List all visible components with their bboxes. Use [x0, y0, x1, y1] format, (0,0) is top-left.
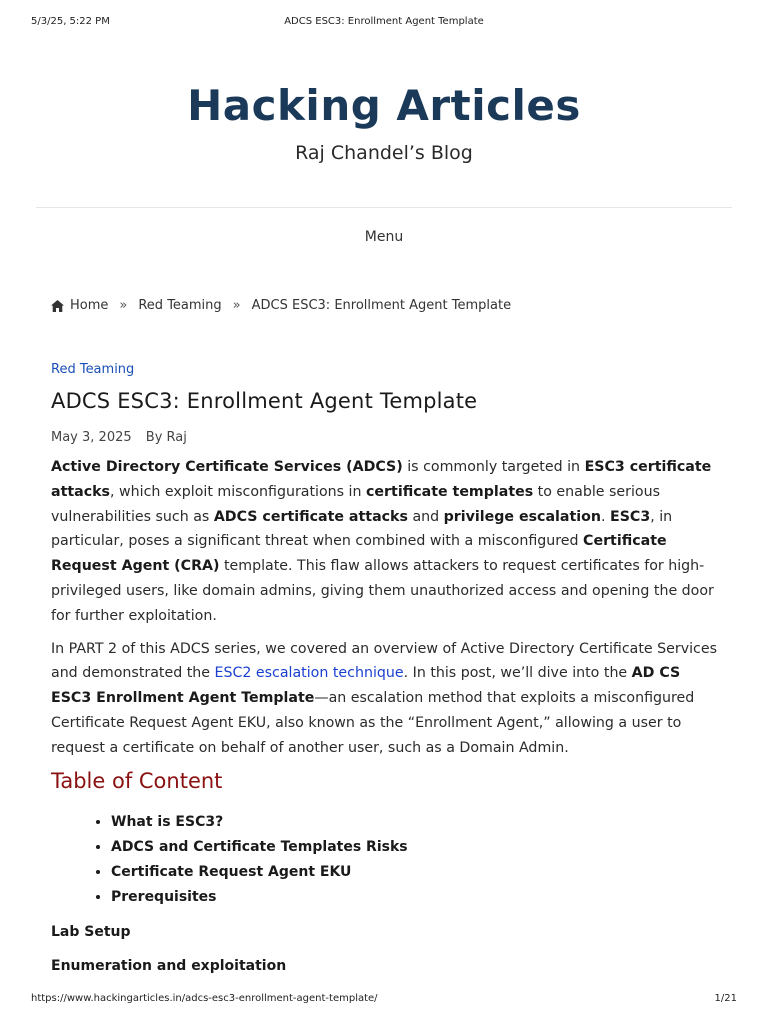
- text: In PART 2 of this ADCS series, we covered an overview of Active Directory Certificate Services and demonstrated the: [51, 640, 717, 682]
- text: , in particular, poses a significant threat when combined with a misconfigured: [51, 508, 673, 550]
- post-author[interactable]: By Raj: [145, 430, 187, 445]
- term-esc3-template: AD CS ESC3 Enrollment Agent Template: [51, 665, 681, 707]
- site-header: [0, 78, 768, 164]
- print-header: [0, 16, 768, 30]
- breadcrumb-separator: »: [119, 298, 128, 313]
- text: .: [600, 508, 610, 525]
- breadcrumb-category[interactable]: Red Teaming: [138, 298, 222, 313]
- breadcrumb-current: ADCS ESC3: Enrollment Agent Template: [251, 298, 512, 313]
- text: . In this post, we’ll dive into the: [403, 665, 632, 682]
- toc-section-enumeration[interactable]: Enumeration and exploitation: [51, 957, 287, 974]
- breadcrumb-home[interactable]: Home: [70, 298, 109, 313]
- post-date: May 3, 2025: [51, 430, 132, 445]
- term-privilege-escalation: privilege escalation: [443, 508, 601, 525]
- toc-title: Table of Content: [51, 768, 223, 793]
- toc-item[interactable]: • What is ESC3?: [111, 810, 719, 835]
- term-cra: Certificate Request Agent (CRA): [51, 533, 667, 575]
- post-meta: [51, 430, 719, 445]
- term-esc3: ESC3: [610, 508, 651, 525]
- print-title: ADCS ESC3: Enrollment Agent Template: [284, 16, 484, 27]
- text: , which exploit misconfigurations in: [110, 483, 367, 500]
- article: [51, 362, 719, 974]
- intro-paragraph: [51, 455, 719, 629]
- term-certificate-templates: certificate templates: [366, 483, 534, 500]
- toc-item[interactable]: • Prerequisites: [111, 885, 719, 910]
- menu-toggle[interactable]: Menu: [364, 229, 404, 245]
- text: is commonly targeted in: [402, 459, 585, 475]
- header-divider: [36, 207, 732, 208]
- text: to enable serious vulnerabilities such as: [51, 483, 660, 525]
- print-footer: [0, 993, 768, 1007]
- toc-section-lab-setup[interactable]: Lab Setup: [51, 923, 131, 940]
- post-category-link[interactable]: Red Teaming: [51, 362, 135, 377]
- text: template. This flaw allows attackers to request certificates for high-privileged users, like domain admins, giving them unauthorized access and opening the door for further exploitation.: [51, 558, 714, 624]
- term-esc3-attacks: ESC3 certificate attacks: [51, 459, 712, 500]
- post-title: ADCS ESC3: Enrollment Agent Template: [51, 389, 478, 413]
- page-url: https://www.hackingarticles.in/adcs-esc3-enrollment-agent-template/: [31, 993, 378, 1004]
- site-title[interactable]: Hacking Articles: [187, 81, 581, 130]
- breadcrumb-separator: »: [232, 298, 241, 313]
- home-icon: [51, 300, 64, 312]
- breadcrumb: [51, 298, 511, 313]
- toc-list: [51, 810, 719, 910]
- text: and: [407, 508, 444, 525]
- term-adcs-attacks: ADCS certificate attacks: [213, 508, 408, 525]
- page-number: 1/21: [714, 993, 737, 1004]
- second-paragraph: [51, 637, 719, 761]
- term-adcs: Active Directory Certificate Services (ADCS): [51, 459, 403, 475]
- text: —an escalation method that exploits a misconfigured Certificate Request Agent EKU, also known as the “Enrollment Agent,” allowing a user to request a certificate on behalf of another user, such as a Domain Admin.: [51, 690, 695, 756]
- toc-item[interactable]: • ADCS and Certificate Templates Risks: [111, 835, 719, 860]
- print-date: 5/3/25, 5:22 PM: [31, 16, 110, 27]
- toc-item[interactable]: • Certificate Request Agent EKU: [111, 860, 719, 885]
- esc2-technique-link[interactable]: ESC2 escalation technique: [214, 665, 404, 682]
- site-tagline: Raj Chandel’s Blog: [295, 142, 473, 164]
